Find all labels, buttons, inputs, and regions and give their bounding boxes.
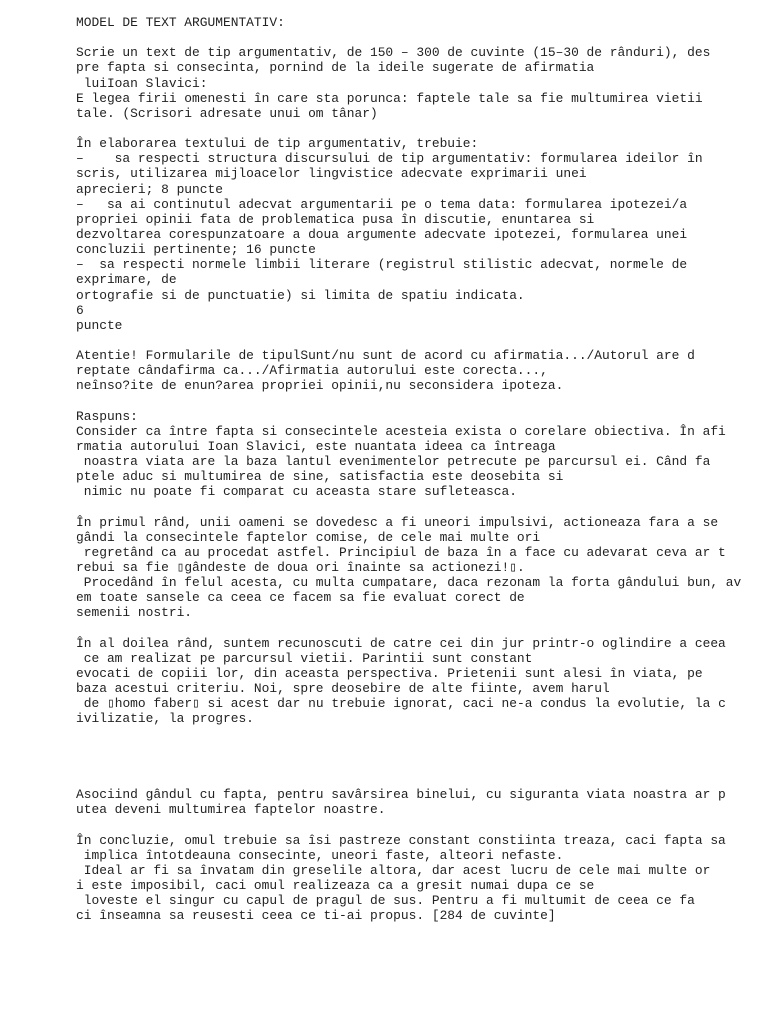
text-line: Scrie un text de tip argumentativ, de 150 – 300 de cuvinte (15–30 de rânduri), des [76, 45, 711, 61]
document-body [76, 15, 756, 923]
text-line: propriei opinii fata de problematica pusa în discutie, enuntarea si [76, 211, 595, 227]
text-line: ivilizatie, la progres. [76, 711, 254, 727]
text-line: evocati de copiii lor, din aceasta perspectiva. Prietenii sunt alesi în viata, pe [76, 666, 703, 682]
text-line: reptate cândafirma ca.../Afirmatia autorului este corecta..., [76, 363, 548, 379]
text-line [76, 621, 756, 636]
text-line: nimic nu poate fi comparat cu aceasta stare sufleteasca. [76, 484, 517, 500]
text-line: neînso?ite de enun?area propriei opinii,nu seconsidera ipoteza. [76, 378, 564, 394]
text-line [76, 500, 756, 515]
text-line: rmatia autorului Ioan Slavici, este nuantata ideea ca întreaga [76, 438, 556, 454]
text-line: Procedând în felul acesta, cu multa cumpatare, daca rezonam la forta gândului bun, av [76, 575, 742, 591]
text-line: pre fapta si consecinta, pornind de la ideile sugerate de afirmatia [76, 60, 595, 76]
text-line: semenii nostri. [76, 605, 193, 621]
text-line: loveste el singur cu capul de pragul de sus. Pentru a fi multumit de ceea ce fa [76, 893, 695, 909]
text-line: ci înseamna sa reusesti ceea ce ti-ai propus. [284 de cuvinte] [76, 908, 556, 924]
text-line: regretând ca au procedat astfel. Principiul de baza în a face cu adevarat ceva ar t [76, 544, 726, 560]
text-line: – sa respecti structura discursului de tip argumentativ: formularea ideilor în [76, 151, 703, 167]
text-line: concluzii pertinente; 16 puncte [76, 242, 316, 258]
text-line: În al doilea rând, suntem recunoscuti de catre cei din jur printr-o oglindire a ceea [76, 635, 726, 651]
text-line: utea deveni multumirea faptelor noastre. [76, 802, 386, 818]
text-line: E legea firii omenesti în care sta porunca: faptele tale sa fie multumirea vietii [76, 90, 703, 106]
text-line [76, 817, 756, 832]
text-line: Asociind gândul cu fapta, pentru savârsirea binelui, cu siguranta viata noastra ar p [76, 787, 726, 803]
text-line: ce am realizat pe parcursul vietii. Parintii sunt constant [76, 650, 533, 666]
text-line: i este imposibil, caci omul realizeaza ca a gresit numai dupa ce se [76, 878, 595, 894]
text-line [76, 772, 756, 787]
text-line: aprecieri; 8 puncte [76, 181, 223, 197]
text-line [76, 121, 756, 136]
text-line: baza acestui criteriu. Noi, spre deosebire de alte fiinte, avem harul [76, 681, 610, 697]
text-line: rebui sa fie ▯gândeste de doua ori înainte sa actionezi!▯. [76, 560, 525, 576]
text-line [76, 742, 756, 757]
text-line [76, 727, 756, 742]
text-line: noastra viata are la baza lantul evenimentelor petrecute pe parcursul ei. Când fa [76, 454, 711, 470]
text-line: tale. (Scrisori adresate unui om tânar) [76, 105, 378, 121]
text-line: ptele aduc si multumirea de sine, satisfactia este deosebita si [76, 469, 564, 485]
text-line: implica întotdeauna consecinte, uneori faste, alteori nefaste. [76, 847, 564, 863]
text-line: În primul rând, unii oameni se dovedesc a fi uneori impulsivi, actioneaza fara a se [76, 514, 719, 530]
text-line: ortografie si de punctuatie) si limita de spatiu indicata. [76, 287, 525, 303]
text-line: dezvoltarea corespunzatoare a doua argumente adecvate ipotezei, formularea unei [76, 226, 688, 242]
text-line: Ideal ar fi sa învatam din greselile altora, dar acest lucru de cele mai multe or [76, 862, 711, 878]
text-line: luiIoan Slavici: [76, 75, 208, 91]
text-line: em toate sansele ca ceea ce facem sa fie evaluat corect de [76, 590, 525, 606]
text-line [76, 333, 756, 348]
text-line: de ▯homo faber▯ si acest dar nu trebuie ignorat, caci ne-a condus la evolutie, la c [76, 696, 726, 712]
text-line: Consider ca între fapta si consecintele acesteia exista o corelare obiectiva. În afi [76, 423, 726, 439]
text-line: În elaborarea textului de tip argumentativ, trebuie: [76, 136, 479, 152]
text-line: exprimare, de [76, 272, 177, 288]
text-line: – sa ai continutul adecvat argumentarii pe o tema data: formularea ipotezei/a [76, 196, 688, 212]
text-line: 6 [76, 302, 84, 318]
text-line: MODEL DE TEXT ARGUMENTATIV: [76, 15, 285, 30]
text-line [76, 757, 756, 772]
text-line: În concluzie, omul trebuie sa îsi pastreze constant constiinta treaza, caci fapta sa [76, 832, 726, 848]
text-line: Atentie! Formularile de tipulSunt/nu sunt de acord cu afirmatia.../Autorul are d [76, 348, 695, 364]
text-line [76, 30, 756, 45]
text-line [76, 394, 756, 409]
text-line: – sa respecti normele limbii literare (registrul stilistic adecvat, normele de [76, 257, 688, 273]
text-line: puncte [76, 317, 123, 333]
text-line: scris, utilizarea mijloacelor lingvistice adecvate exprimarii unei [76, 166, 587, 182]
text-line: Raspuns: [76, 408, 138, 424]
text-line: gândi la consecintele faptelor comise, de cele mai multe ori [76, 529, 541, 545]
